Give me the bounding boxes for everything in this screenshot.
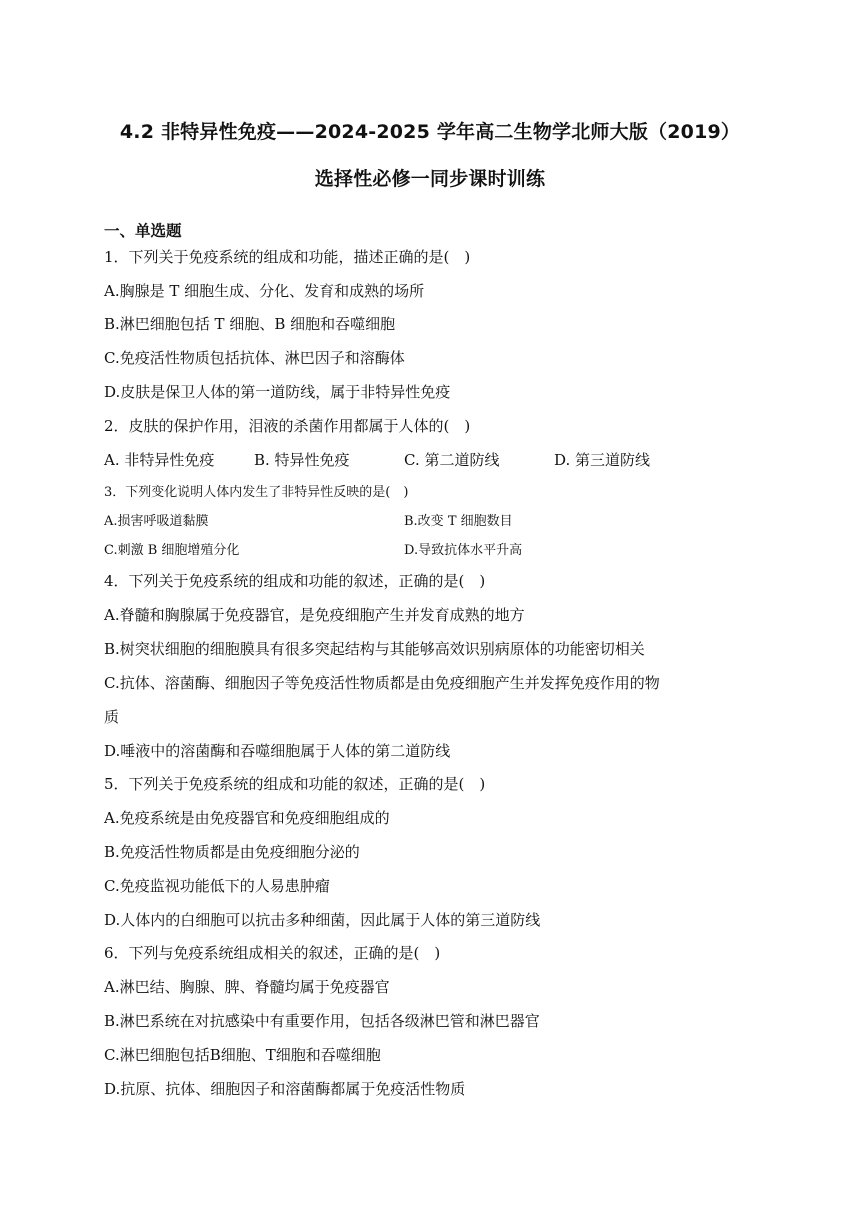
question-2-option-c: C. 第二道防线: [404, 451, 500, 469]
question-5-option-c: C.免疫监视功能低下的人易患肿瘤: [104, 877, 330, 895]
question-2-option-d: D. 第三道防线: [554, 451, 651, 469]
question-1-option-d: D.皮肤是保卫人体的第一道防线，属于非特异性免疫: [104, 383, 451, 401]
question-5-option-d: D.人体内的白细胞可以抗击多种细菌，因此属于人体的第三道防线: [104, 911, 541, 929]
question-4-option-b: B.树突状细胞的细胞膜具有很多突起结构与其能够高效识别病原体的功能密切相关: [104, 640, 645, 658]
question-4-stem: 4．下列关于免疫系统的组成和功能的叙述，正确的是( ): [104, 572, 486, 590]
question-1-option-c: C.免疫活性物质包括抗体、淋巴因子和溶酶体: [104, 349, 405, 367]
question-6-option-c: C.淋巴细胞包括B细胞、T细胞和吞噬细胞: [104, 1046, 381, 1064]
question-3-option-d: D.导致抗体水平升高: [404, 543, 523, 558]
question-6-option-d: D.抗原、抗体、细胞因子和溶菌酶都属于免疫活性物质: [104, 1080, 466, 1098]
question-2-option-b: B. 特异性免疫: [254, 451, 350, 469]
question-4-option-a: A.脊髓和胸腺属于免疫器官，是免疫细胞产生并发育成熟的地方: [104, 606, 525, 624]
question-1-option-b: B.淋巴细胞包括 T 细胞、B 细胞和吞噬细胞: [104, 315, 396, 333]
question-6-stem: 6．下列与免疫系统组成相关的叙述，正确的是( ): [104, 944, 441, 962]
question-1-stem: 1．下列关于免疫系统的组成和功能，描述正确的是( ): [104, 248, 471, 266]
question-6-option-a: A.淋巴结、胸腺、脾、脊髓均属于免疫器官: [104, 978, 390, 996]
question-4-option-d: D.唾液中的溶菌酶和吞噬细胞属于人体的第二道防线: [104, 742, 451, 760]
document-title-line-2: 选择性必修一同步课时训练: [314, 168, 546, 190]
question-5-option-b: B.免疫活性物质都是由免疫细胞分泌的: [104, 843, 360, 861]
question-3-option-b: B.改变 T 细胞数目: [404, 514, 513, 529]
question-3-stem: 3．下列变化说明人体内发生了非特异性反映的是( ): [104, 485, 409, 500]
question-4-option-c-line-2: 质: [104, 708, 120, 726]
question-2-stem: 2．皮肤的保护作用，泪液的杀菌作用都属于人体的( ): [104, 417, 471, 435]
question-1-option-a: A.胸腺是 T 细胞生成、分化、发育和成熟的场所: [104, 282, 425, 300]
question-2-option-a: A. 非特异性免疫: [104, 451, 215, 469]
question-5-option-a: A.免疫系统是由免疫器官和免疫细胞组成的: [104, 809, 390, 827]
document-title-line-1: 4.2 非特异性免疫——2024-2025 学年高二生物学北师大版（2019）: [119, 121, 741, 143]
question-6-option-b: B.淋巴系统在对抗感染中有重要作用，包括各级淋巴管和淋巴器官: [104, 1012, 540, 1030]
question-5-stem: 5．下列关于免疫系统的组成和功能的叙述，正确的是( ): [104, 775, 486, 793]
question-3-option-c: C.刺激 B 细胞增殖分化: [104, 543, 240, 558]
section-heading-single-choice: 一、单选题: [104, 222, 182, 240]
question-3-option-a: A.损害呼吸道黏膜: [104, 514, 209, 529]
question-4-option-c-line-1: C.抗体、溶菌酶、细胞因子等免疫活性物质都是由免疫细胞产生并发挥免疫作用的物: [104, 674, 660, 692]
